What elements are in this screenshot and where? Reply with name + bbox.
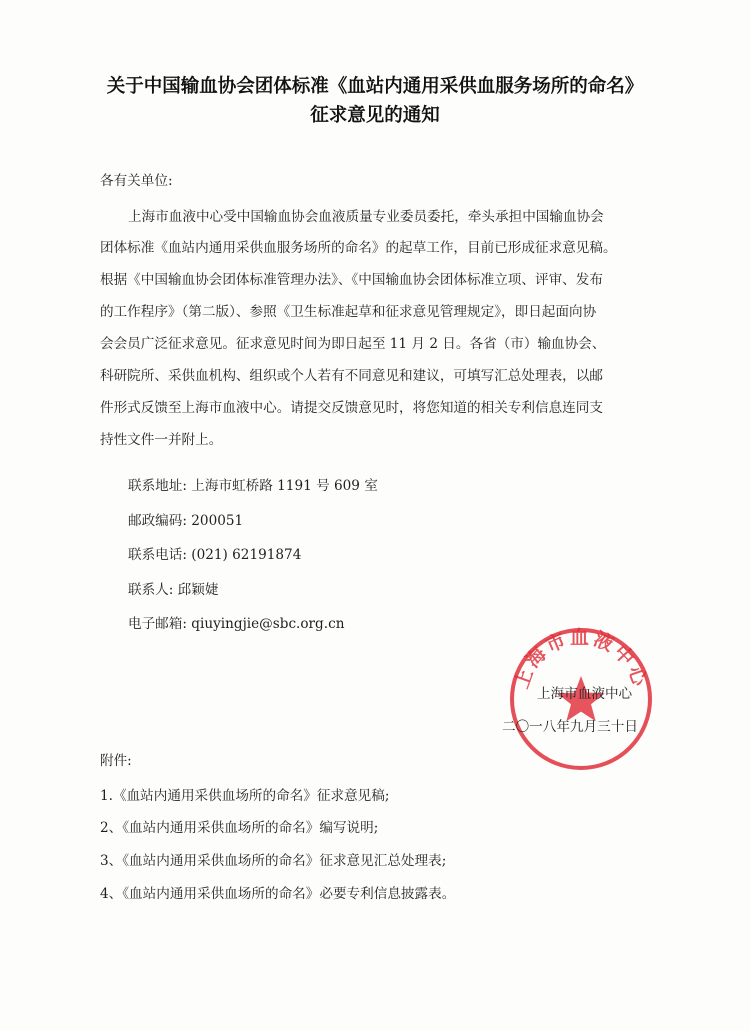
signature-date: 二〇一八年九月三十日 [502, 719, 638, 735]
body-line-8: 持性文件一并附上。 [100, 432, 223, 448]
body-line-2: 团体标准《血站内通用采供血服务场所的命名》的起草工作，目前已形成征求意见稿。 [100, 240, 617, 256]
contact-person: 联系人: 邱颖婕 [128, 582, 219, 598]
body-line-6: 科研院所、采供血机构、组织或个人若有不同意见和建议，可填写汇总处理表，以邮 [100, 368, 603, 384]
notice-title-line-1: 关于中国输血协会团体标准《血站内通用采供血服务场所的命名》 [106, 76, 644, 97]
body-line-3: 根据《中国输血协会团体标准管理办法》、《中国输血协会团体标准立项、评审、发布 [100, 272, 603, 288]
contact-postcode: 邮政编码: 200051 [128, 513, 244, 529]
attachment-item-3: 3、《血站内通用采供血场所的命名》征求意见汇总处理表; [100, 853, 447, 869]
body-line-4: 的工作程序》（第二版）、参照《卫生标准起草和征求意见管理规定》，即日起面向协 [100, 304, 597, 320]
contact-phone: 联系电话: (021) 62191874 [128, 547, 302, 563]
contact-email: 电子邮箱: qiuyingjie@sbc.org.cn [128, 616, 345, 632]
attachment-item-4: 4、《血站内通用采供血场所的命名》必要专利信息披露表。 [100, 886, 456, 902]
body-line-1: 上海市血液中心受中国输血协会血液质量专业委员委托，牵头承担中国输血协会 [128, 209, 604, 225]
attachments-heading: 附件: [100, 753, 132, 769]
contact-address: 联系地址: 上海市虹桥路 1191 号 609 室 [128, 478, 378, 494]
seal-arc-textpath: 上海市血液中心 [510, 626, 652, 692]
body-line-5: 会会员广泛征求意见。征求意见时间为即日起至 11 月 2 日。各省（市）输血协会、 [100, 336, 606, 352]
signature-organization: 上海市血液中心 [537, 686, 633, 702]
attachment-item-2: 2、《血站内通用采供血场所的命名》编写说明; [100, 820, 379, 836]
notice-title-line-2: 征求意见的通知 [310, 105, 440, 126]
body-line-7: 件形式反馈至上海市血液中心。请提交反馈意见时，将您知道的相关专利信息连同支 [100, 400, 603, 416]
attachment-item-1: 1.《血站内通用采供血场所的命名》征求意见稿; [100, 788, 390, 804]
salutation: 各有关单位: [100, 173, 173, 189]
